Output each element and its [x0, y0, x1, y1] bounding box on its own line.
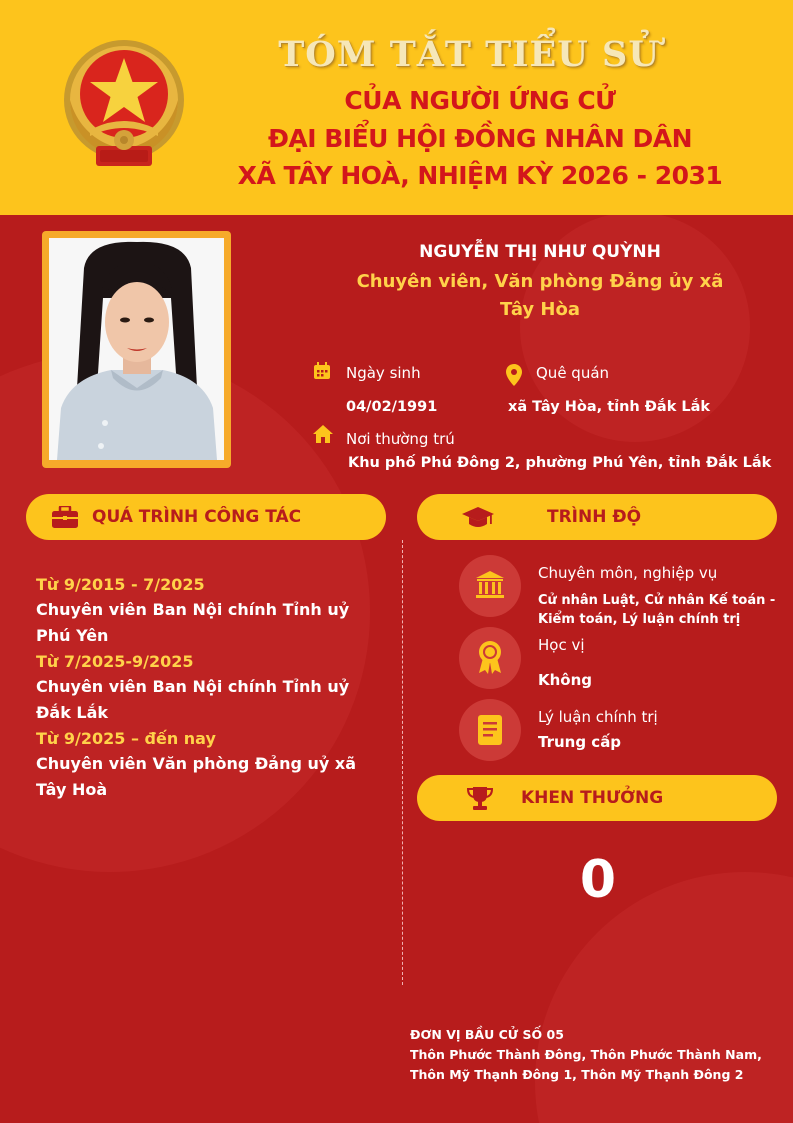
award-ribbon-icon — [477, 640, 503, 674]
hometown-label: Quê quán — [536, 364, 610, 382]
awards-value: 0 — [579, 850, 617, 910]
title-line-2: ĐẠI BIỂU HỘI ĐỒNG NHÂN DÂN — [267, 124, 693, 153]
national-emblem-icon — [56, 38, 192, 172]
politics-value: Trung cấp — [538, 733, 622, 751]
specialty-label: Chuyên môn, nghiệp vụ — [538, 564, 718, 582]
trophy-icon — [467, 786, 493, 812]
work-period-3: Từ 9/2025 – đến nay — [36, 729, 216, 748]
degree-label: Học vị — [538, 636, 585, 654]
work-role-3-line-2: Tây Hoà — [36, 780, 108, 799]
electoral-unit-title: ĐƠN VỊ BẦU CỬ SỐ 05 — [410, 1027, 564, 1042]
work-role-1-line-2: Phú Yên — [36, 626, 109, 645]
hometown-value: xã Tây Hòa, tỉnh Đắk Lắk — [508, 399, 711, 415]
dob-label: Ngày sinh — [346, 364, 421, 382]
residence-label: Nơi thường trú — [346, 430, 455, 448]
location-pin-icon — [505, 364, 523, 386]
work-role-3-line-1: Chuyên viên Văn phòng Đảng uỷ xã — [36, 754, 357, 773]
electoral-unit-line-3: Thôn Mỹ Thạnh Đông 1, Thôn Mỹ Thạnh Đông 2 — [410, 1067, 744, 1082]
briefcase-icon — [52, 506, 78, 528]
graduation-cap-icon — [462, 507, 494, 529]
awards-heading: KHEN THƯỞNG — [521, 788, 664, 808]
calendar-icon — [313, 362, 331, 380]
electoral-unit-line-2: Thôn Phước Thành Đông, Thôn Phước Thành Nam, — [410, 1047, 762, 1062]
title-line-1: CỦA NGƯỜI ỨNG CỬ — [344, 86, 616, 115]
specialty-value-line-1: Cử nhân Luật, Cử nhân Kế toán - — [538, 593, 776, 608]
candidate-position-line-1: Chuyên viên, Văn phòng Đảng ủy xã — [356, 271, 724, 292]
education-heading: TRÌNH ĐỘ — [547, 507, 642, 527]
poster-title: TÓM TẮT TIỂU SỬ — [278, 34, 660, 75]
title-line-3: XÃ TÂY HOÀ, NHIỆM KỲ 2026 - 2031 — [237, 161, 723, 190]
dob-value: 04/02/1991 — [346, 399, 438, 415]
work-role-2-line-1: Chuyên viên Ban Nội chính Tỉnh uỷ — [36, 677, 350, 696]
book-icon — [478, 715, 502, 745]
politics-label: Lý luận chính trị — [538, 708, 658, 726]
work-role-2-line-2: Đắk Lắk — [36, 703, 109, 722]
candidate-name: NGUYỄN THỊ NHƯ QUỲNH — [419, 242, 661, 262]
work-role-1-line-1: Chuyên viên Ban Nội chính Tỉnh uỷ — [36, 600, 350, 619]
candidate-position-line-2: Tây Hòa — [499, 299, 580, 320]
work-history-heading: QUÁ TRÌNH CÔNG TÁC — [92, 507, 302, 527]
institution-icon — [475, 570, 505, 600]
degree-value: Không — [538, 671, 593, 689]
section-divider — [402, 540, 403, 985]
residence-value: Khu phố Phú Đông 2, phường Phú Yên, tỉnh Đắk Lắk — [348, 455, 772, 471]
home-icon — [313, 425, 333, 443]
work-period-1: Từ 9/2015 - 7/2025 — [36, 575, 205, 594]
specialty-value-line-2: Kiểm toán, Lý luận chính trị — [538, 612, 741, 627]
candidate-photo — [49, 238, 224, 460]
work-period-2: Từ 7/2025-9/2025 — [36, 652, 194, 671]
